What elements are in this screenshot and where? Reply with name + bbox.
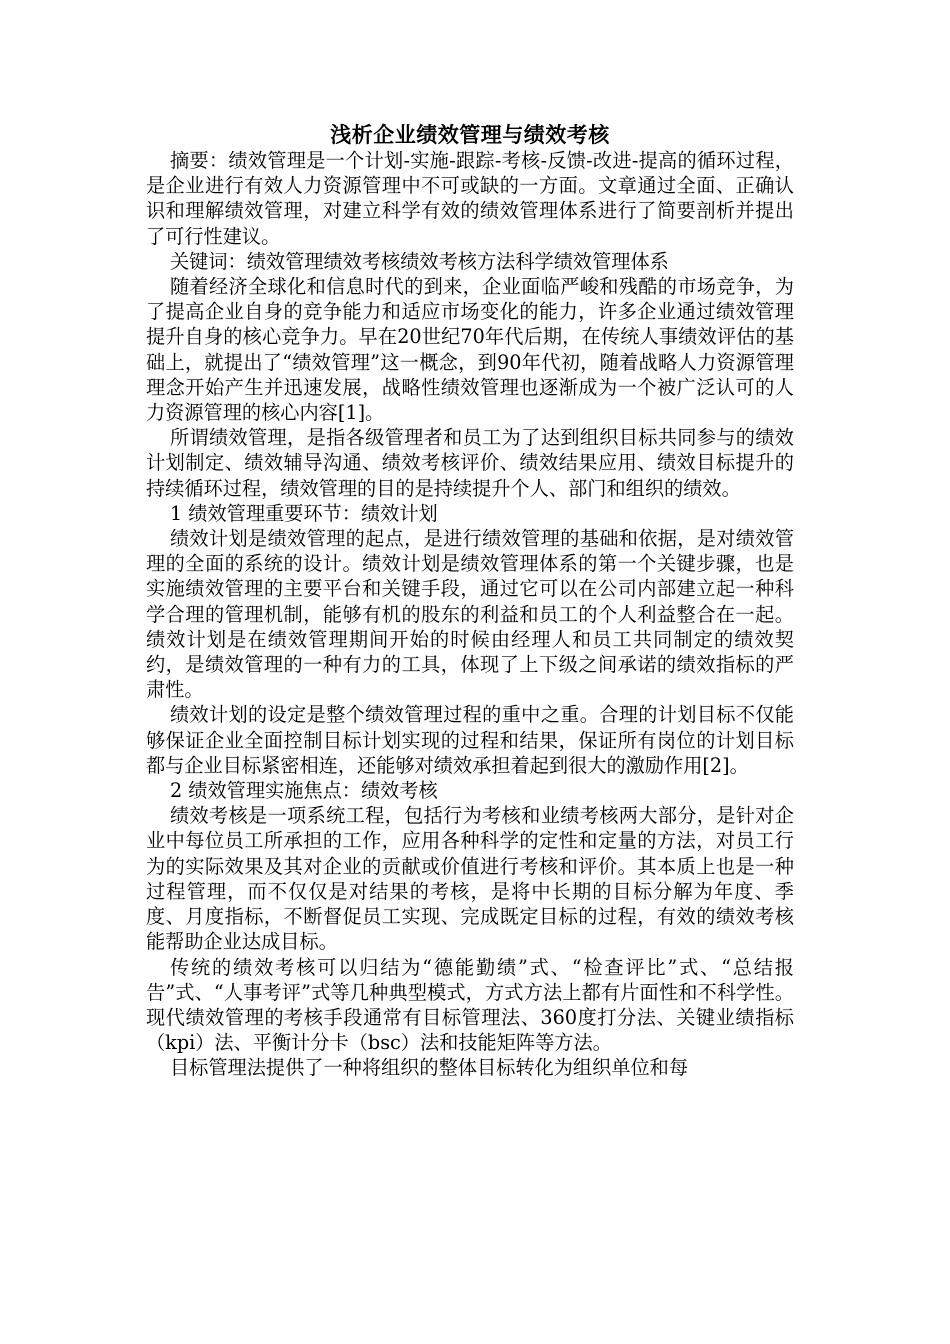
document-body xyxy=(146,122,794,1081)
section-heading: 2 绩效管理实施焦点：绩效考核 xyxy=(170,779,438,803)
body-paragraph: 随着经济全球化和信息时代的到来，企业面临严峻和残酷的市场竞争，为了提高企业自身的竞争能力和适应市场变化的能力，许多企业通过绩效管理提升自身的核心竞争力。早在20世纪70年代后期，在传统人事绩效评估的基础上，就提出了“绩效管理”这一概念，到90年代初，随着战略人力资源管理理念开始产生并迅速发展，战略性绩效管理也逐渐成为一个被广泛认可的人力资源管理的核心内容[1]。 xyxy=(146,275,794,425)
section-heading: 1 绩效管理重要环节：绩效计划 xyxy=(170,501,438,525)
body-paragraph: 绩效计划是绩效管理的起点，是进行绩效管理的基础和依据，是对绩效管理的全面的系统的设计。绩效计划是绩效管理体系的第一个关键步骤，也是实施绩效管理的主要平台和关键手段，通过它可以在公司内部建立起一种科学合理的管理机制，能够有机的股东的利益和员工的个人利益整合在一起。绩效计划是在绩效管理期间开始的时候由经理人和员工共同制定的绩效契约，是绩效管理的一种有力的工具，体现了上下级之间承诺的绩效指标的严肃性。 xyxy=(146,527,794,702)
keywords-paragraph: 关键词：绩效管理绩效考核绩效考核方法科学绩效管理体系 xyxy=(170,249,669,273)
body-paragraph: 绩效计划的设定是整个绩效管理过程的重中之重。合理的计划目标不仅能够保证企业全面控制目标计划实现的过程和结果，保证所有岗位的计划目标都与企业目标紧密相连，还能够对绩效承担着起到很大的激励作用[2]。 xyxy=(146,703,794,777)
body-paragraph: 传统的绩效考核可以归结为“德能勤绩”式、“检查评比”式、“总结报告”式、“人事考评”式等几种典型模式，方式方法上都有片面性和不科学性。现代绩效管理的考核手段通常有目标管理法、360度打分法、关键业绩指标（kpi）法、平衡计分卡（bsc）法和技能矩阵等方法。 xyxy=(146,955,794,1055)
document-title: 浅析企业绩效管理与绩效考核 xyxy=(330,122,610,147)
body-paragraph: 目标管理法提供了一种将组织的整体目标转化为组织单位和每 xyxy=(170,1056,689,1080)
body-paragraph: 绩效考核是一项系统工程，包括行为考核和业绩考核两大部分，是针对企业中每位员工所承担的工作，应用各种科学的定性和定量的方法，对员工行为的实际效果及其对企业的贡献或价值进行考核和评价。其本质上也是一种过程管理，而不仅仅是对结果的考核，是将中长期的目标分解为年度、季度、月度指标，不断督促员工实现、完成既定目标的过程，有效的绩效考核能帮助企业达成目标。 xyxy=(146,804,794,954)
body-paragraph: 所谓绩效管理，是指各级管理者和员工为了达到组织目标共同参与的绩效计划制定、绩效辅导沟通、绩效考核评价、绩效结果应用、绩效目标提升的持续循环过程，绩效管理的目的是持续提升个人、部门和组织的绩效。 xyxy=(146,426,794,500)
abstract-paragraph: 摘要：绩效管理是一个计划-实施-跟踪-考核-反馈-改进-提高的循环过程，是企业进行有效人力资源管理中不可或缺的一方面。文章通过全面、正确认识和理解绩效管理，对建立科学有效的绩效管理体系进行了简要剖析并提出了可行性建议。 xyxy=(146,149,794,248)
